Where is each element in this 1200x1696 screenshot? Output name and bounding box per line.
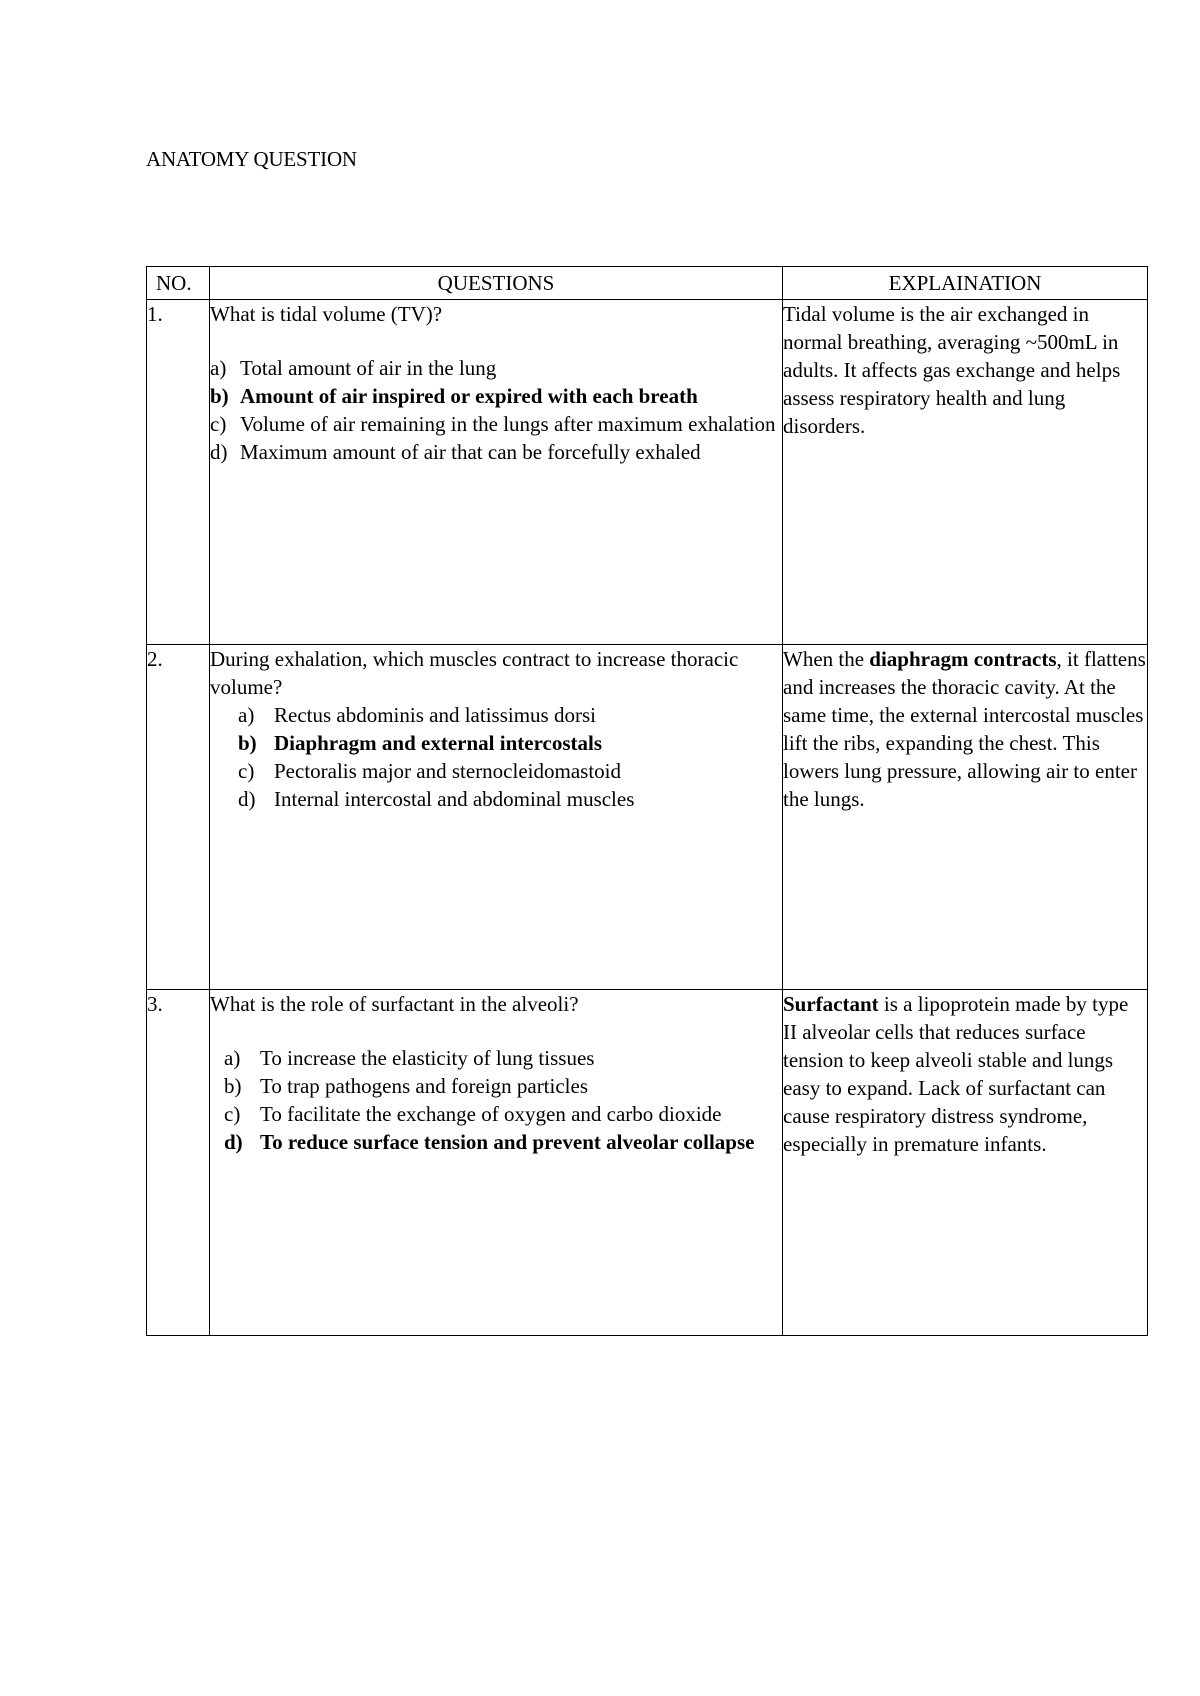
explanation-text — [783, 990, 1147, 1158]
page-title: ANATOMY QUESTION — [146, 147, 357, 171]
option-text: Pectoralis major and sternocleidomastoid — [274, 759, 621, 783]
explanation-before: When the — [783, 647, 870, 671]
question-cell — [210, 300, 783, 645]
option-label: c) — [210, 412, 227, 436]
explanation-text — [783, 645, 1147, 813]
option-list — [238, 701, 782, 813]
option-list — [224, 1044, 782, 1156]
option-label: a) — [210, 356, 227, 380]
option-label: b) — [224, 1074, 242, 1098]
option-text: Amount of air inspired or expired with each breath — [240, 384, 698, 408]
table-row — [147, 300, 1148, 645]
option-list — [210, 354, 782, 466]
explanation-cell — [783, 300, 1148, 645]
table-row — [147, 990, 1148, 1336]
question-number: 3. — [147, 990, 210, 1336]
question-number: 2. — [147, 645, 210, 990]
option-item — [238, 785, 782, 813]
explanation-body: Tidal volume is the air exchanged in normal breathing, averaging ~500mL in adults. It affects gas exchange and helps assess respiratory health and lung disorders. — [783, 302, 1121, 438]
option-label: b) — [210, 384, 229, 408]
option-item — [210, 410, 782, 438]
question-table — [146, 266, 1148, 1336]
question-cell — [210, 645, 783, 990]
explanation-text — [783, 300, 1147, 440]
option-item — [224, 1100, 782, 1128]
table-header-row — [147, 267, 1148, 300]
option-item-correct — [210, 382, 782, 410]
option-label: d) — [238, 787, 256, 811]
question-text: During exhalation, which muscles contract to increase thoracic volume? — [210, 647, 739, 699]
explanation-bold: diaphragm contracts — [869, 647, 1057, 671]
question-text: What is tidal volume (TV)? — [210, 302, 443, 326]
option-text: To trap pathogens and foreign particles — [260, 1074, 589, 1098]
option-label: a) — [238, 703, 255, 727]
option-text: Rectus abdominis and latissimus dorsi — [274, 703, 596, 727]
option-text: To increase the elasticity of lung tissues — [260, 1046, 595, 1070]
option-text: To reduce surface tension and prevent alveolar collapse — [260, 1130, 755, 1154]
header-no: NO. — [147, 267, 210, 300]
option-text: Diaphragm and external intercostals — [274, 731, 603, 755]
option-item — [238, 701, 782, 729]
option-item — [210, 438, 782, 466]
option-label: d) — [224, 1130, 243, 1154]
option-label: d) — [210, 440, 228, 464]
table-row — [147, 645, 1148, 990]
option-item-correct — [224, 1128, 782, 1156]
question-cell — [210, 990, 783, 1336]
option-item — [224, 1044, 782, 1072]
option-item — [224, 1072, 782, 1100]
explanation-after: is a lipoprotein made by type II alveolar cells that reduces surface tension to keep alveoli stable and lungs easy to expand. Lack of surfactant can cause respiratory distress syndrome, especially in premature infants. — [783, 992, 1129, 1156]
option-text: Internal intercostal and abdominal muscles — [274, 787, 635, 811]
header-questions: QUESTIONS — [210, 267, 783, 300]
question-number: 1. — [147, 300, 210, 645]
explanation-cell — [783, 990, 1148, 1336]
question-text: What is the role of surfactant in the alveoli? — [210, 992, 579, 1016]
explanation-cell — [783, 645, 1148, 990]
explanation-bold: Surfactant — [783, 992, 879, 1016]
option-text: To facilitate the exchange of oxygen and carbo dioxide — [260, 1102, 722, 1126]
option-label: a) — [224, 1046, 241, 1070]
option-label: b) — [238, 731, 257, 755]
explanation-after: , it flattens and increases the thoracic cavity. At the same time, the external intercostal muscles lift the ribs, expanding the chest. This lowers lung pressure, allowing air to enter the lungs. — [783, 647, 1146, 811]
option-item-correct — [238, 729, 782, 757]
option-label: c) — [238, 759, 255, 783]
option-text: Volume of air remaining in the lungs after maximum exhalation — [240, 412, 776, 436]
option-label: c) — [224, 1102, 241, 1126]
option-text: Maximum amount of air that can be forcefully exhaled — [240, 440, 701, 464]
option-item — [210, 354, 782, 382]
option-text: Total amount of air in the lung — [240, 356, 497, 380]
option-item — [238, 757, 782, 785]
header-explanation: EXPLAINATION — [783, 267, 1148, 300]
